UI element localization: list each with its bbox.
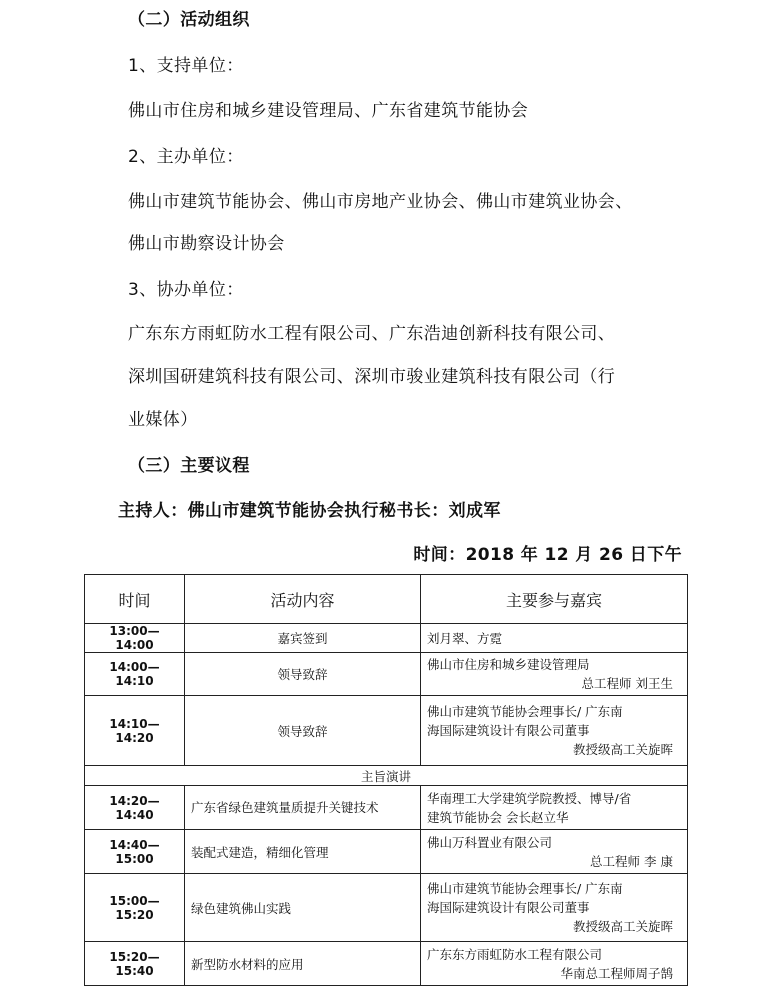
row-time: 13:00—14:00	[85, 624, 185, 653]
co-organizer-label: 3、协办单位：	[128, 280, 244, 300]
guest-line: 佛山市建筑节能协会理事长/ 广东南	[427, 704, 623, 719]
guest-line: 佛山市建筑节能协会理事长/ 广东南	[427, 881, 623, 896]
header-time: 时间	[85, 575, 185, 624]
header-guests: 主要参与嘉宾	[421, 575, 688, 624]
guest-line: 总工程师 李 康	[590, 853, 673, 869]
row-content: 绿色建筑佛山实践	[185, 874, 421, 942]
support-units-label: 1、支持单位：	[128, 56, 244, 76]
guest-line: 总工程师 刘王生	[581, 676, 673, 691]
row-guests	[421, 653, 688, 696]
row-guests	[421, 874, 688, 942]
host-units-text-line1: 佛山市建筑节能协会、佛山市房地产业协会、佛山市建筑业协会、	[128, 192, 633, 212]
table-section-row	[85, 766, 688, 786]
date-time-line: 时间：2018 年 12 月 26 日下午	[413, 545, 682, 565]
row-time: 14:10—14:20	[85, 696, 185, 766]
co-organizer-line3: 业媒体）	[128, 410, 198, 430]
table-row	[85, 830, 688, 874]
table-row	[85, 942, 688, 986]
co-organizer-line2: 深圳国研建筑科技有限公司、深圳市骏业建筑科技有限公司（行	[128, 367, 616, 387]
host-units-text-line2: 佛山市勘察设计协会	[128, 234, 285, 254]
agenda-table	[84, 574, 688, 986]
guest-line: 海国际建筑设计有限公司董事	[427, 900, 590, 915]
row-content: 新型防水材料的应用	[185, 942, 421, 986]
row-time: 14:00—14:10	[85, 653, 185, 696]
guest-line: 海国际建筑设计有限公司董事	[427, 723, 590, 738]
table-row	[85, 786, 688, 830]
keynote-section-label: 主旨演讲	[85, 766, 688, 786]
guest-line: 教授级高工关旋晖	[572, 919, 673, 934]
host-units-label: 2、主办单位：	[128, 147, 244, 167]
table-row	[85, 696, 688, 766]
row-guests	[421, 942, 688, 986]
row-guests	[421, 624, 688, 653]
table-row	[85, 653, 688, 696]
co-organizer-line1: 广东东方雨虹防水工程有限公司、广东浩迪创新科技有限公司、	[128, 324, 616, 344]
row-content: 装配式建造，精细化管理	[185, 830, 421, 874]
row-guests	[421, 830, 688, 874]
guest-line: 佛山市住房和城乡建设管理局	[427, 657, 590, 672]
guest-line: 华南总工程师周子鹄	[560, 965, 673, 981]
guest-line: 建筑节能协会 会长赵立华	[427, 809, 569, 825]
table-row	[85, 874, 688, 942]
header-content: 活动内容	[185, 575, 421, 624]
table-row	[85, 624, 688, 653]
row-time: 15:00—15:20	[85, 874, 185, 942]
guest-line: 刘月翠、方霓	[427, 630, 503, 646]
row-content: 领导致辞	[185, 696, 421, 766]
table-header-row	[85, 575, 688, 624]
row-time: 14:40—15:00	[85, 830, 185, 874]
section-2-title: （二）活动组织	[128, 10, 250, 30]
row-guests	[421, 786, 688, 830]
row-content: 嘉宾签到	[185, 624, 421, 653]
row-content	[185, 786, 421, 830]
moderator-line: 主持人：佛山市建筑节能协会执行秘书长：刘成军	[118, 501, 501, 521]
support-units-text: 佛山市住房和城乡建设管理局、广东省建筑节能协会	[128, 101, 529, 121]
guest-line: 教授级高工关旋晖	[572, 742, 673, 757]
guest-line: 佛山万科置业有限公司	[427, 834, 553, 850]
row-time: 15:20—15:40	[85, 942, 185, 986]
row-guests	[421, 696, 688, 766]
row-content-text: 广东省绿色建筑量质提升关键技术	[191, 800, 379, 815]
row-content: 领导致辞	[185, 653, 421, 696]
section-3-title: （三）主要议程	[128, 456, 250, 476]
guest-line: 华南理工大学建筑学院教授、博导/省	[427, 790, 632, 806]
row-time: 14:20—14:40	[85, 786, 185, 830]
guest-line: 广东东方雨虹防水工程有限公司	[427, 946, 603, 962]
